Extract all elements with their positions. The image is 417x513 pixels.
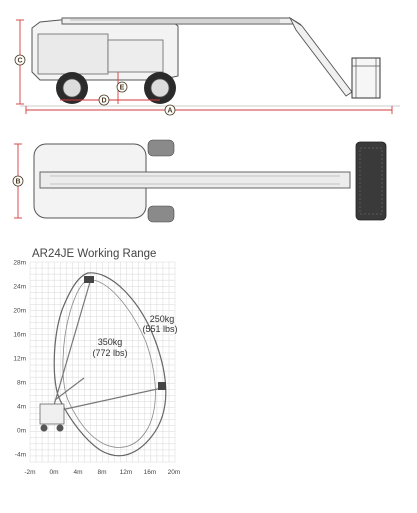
x-tick-label: 8m [97, 469, 107, 476]
y-tick-label: 24m [13, 283, 26, 291]
x-axis-ticks [24, 469, 180, 476]
working-range-chart [13, 248, 180, 476]
y-tick-label: 0m [16, 427, 26, 435]
y-tick-label: 8m [16, 379, 26, 387]
x-tick-label: 4m [73, 469, 83, 476]
chart-basket-right [158, 382, 166, 390]
chart-title: AR24JE Working Range [32, 248, 157, 260]
plan-front-wheel-top [148, 140, 174, 156]
chart-basket-top [84, 276, 94, 283]
dimension-letter-a: A [167, 107, 173, 115]
x-tick-label: 20m [167, 469, 181, 476]
jib [290, 18, 352, 96]
dimension-letter-c: C [17, 57, 23, 65]
y-tick-label: 28m [13, 259, 26, 267]
dimension-letter-e: E [119, 84, 125, 92]
y-tick-label: 12m [13, 355, 26, 363]
plan-boom [40, 172, 350, 188]
chart-grid [30, 262, 178, 462]
x-tick-label: 12m [119, 469, 133, 476]
chart-machine [40, 404, 64, 424]
x-tick-label: 0m [49, 469, 59, 476]
front-wheel [144, 72, 176, 104]
y-tick-label: 16m [13, 331, 26, 339]
boom [62, 18, 300, 24]
plan-view [13, 140, 386, 222]
envelope-outer [54, 273, 166, 456]
load-inner-lbs: (772 lbs) [92, 348, 128, 358]
side-view [15, 18, 400, 115]
rear-wheel [56, 72, 88, 104]
turntable [108, 40, 163, 72]
dimension-letter-b: B [15, 178, 21, 186]
load-outer-kg: 250kg [149, 314, 175, 324]
y-tick-label: -4m [14, 451, 26, 459]
counterweight [38, 34, 108, 74]
x-tick-label: -2m [24, 469, 36, 476]
envelope-inner [63, 280, 155, 448]
y-axis-ticks [13, 260, 26, 459]
plan-platform [356, 142, 386, 220]
dimension-letter-d: D [101, 97, 107, 105]
plan-front-wheel-bottom [148, 206, 174, 222]
y-tick-label: 4m [16, 403, 26, 411]
x-tick-label: 16m [143, 469, 157, 476]
load-outer-lbs: (551 lbs) [142, 324, 178, 334]
y-tick-label: 20m [13, 307, 26, 315]
load-inner-kg: 350kg [97, 337, 123, 347]
